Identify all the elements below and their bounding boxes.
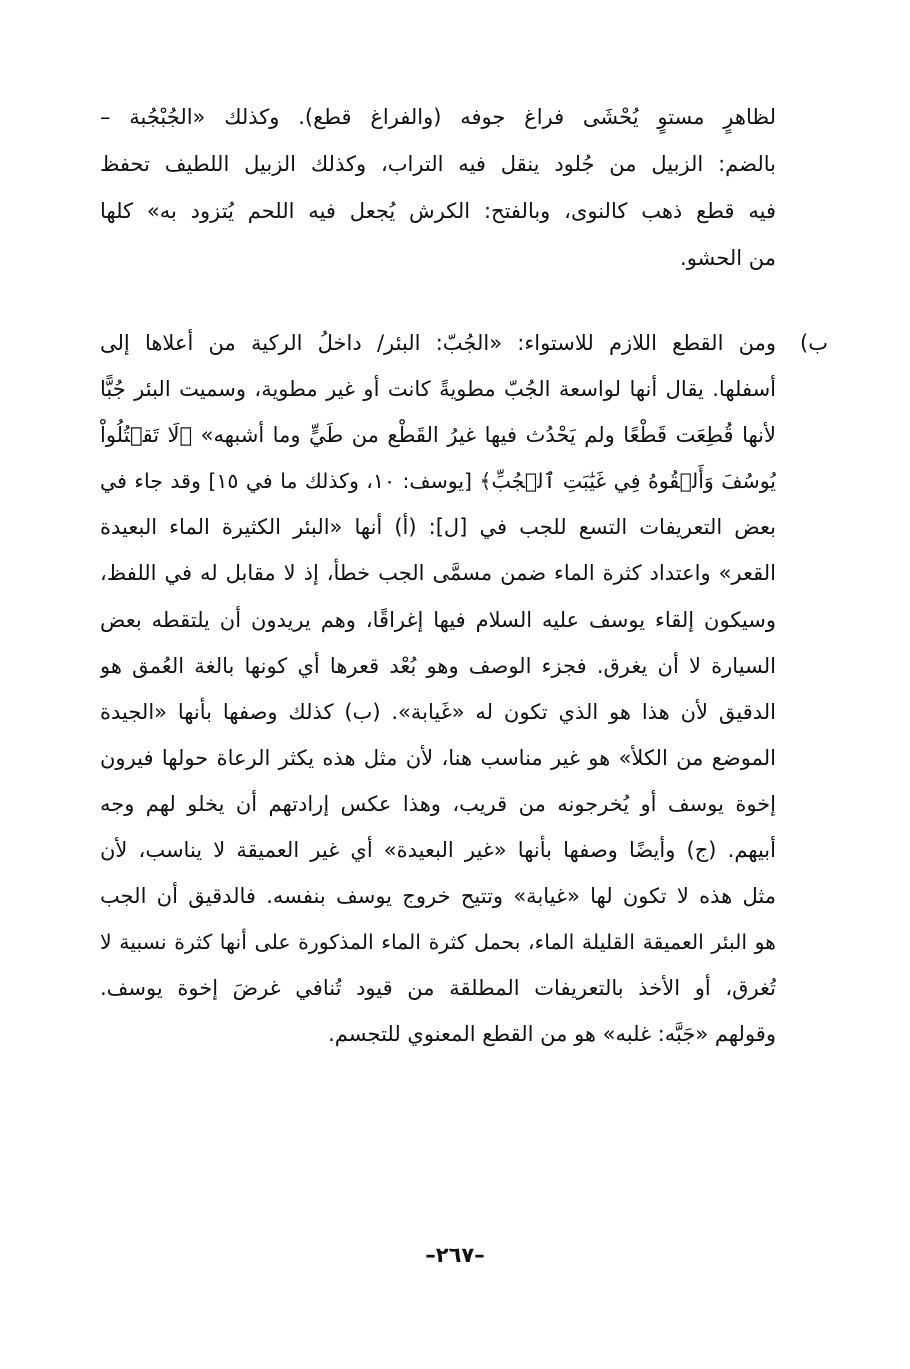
text-line: السيارة لا أن يغرق. فجزء الوصف وهو بُعْد قعرها أي كونها بالغة العُمق هو [100,653,776,678]
text-line: الموضع من الكلأ» هو غير مناسب هنا، لأن مثل هذه يكثر الرعاة حولها فيرون [100,745,776,770]
paragraph-1 [100,94,776,282]
text-line: لأنها قُطِعَت قَطْعًا ولم يَحْدُث فيها غيرُ القَطْع من طَيٍّ وما أشبهه» ﴿لَا تَقۡتُلُواْ [100,423,776,448]
text-line: الدقيق لأن هذا هو الذي تكون له «غَيابة». (ب) كذلك وصفها بأنها «الجيدة [100,699,776,724]
text-line: من الحشو. [680,246,776,270]
text-line: ومن القطع اللازم للاستواء: «الجُبّ: البئر/ داخلُ الركية من أعلاها إلى [100,331,776,355]
text-line: بعض التعريفات التسع للجب في [ل]: (أ) أنها «البئر الكثيرة الماء البعيدة [100,515,776,540]
text-line: هو البئر العميقة القليلة الماء، بحمل كثرة الماء المذكورة على أنها كثرة نسبية لا [100,930,776,955]
text-line: لظاهرٍ مستوٍ يُحْشَى فراغ جوفه (والفراغ قطع). وكذلك «الجُبْجُبة – [100,105,776,129]
page-number: –٢٦٧– [425,1243,485,1267]
text-line: القعر» واعتداد كثرة الماء ضمن مسمَّى الجب خطأ، إذ لا مقابل له في اللفظ، [100,561,776,586]
text-line: مثل هذه لا تكون لها «غيابة» وتتيح خروج يوسف بنفسه. فالدقيق أن الجب [100,884,776,909]
text-line: تُغرق، أو الأخذ بالتعريفات المطلقة من قيود تُنافي غرضَ إخوة يوسف. [100,976,776,1001]
text-line: أبيهم. (ج) وأيضًا وصفها بأنها «غير البعيدة» أي غير العميقة لا يناسب، لأن [100,838,776,863]
text-line: يُوسُفَ وَأَلۡقُوهُ فِي غَيَٰبَتِ ٱلۡجُبِّ﴾ [يوسف: ١٠، وكذلك ما في ١٥] وقد جاء في [100,469,776,494]
paragraph-2 [100,320,776,1058]
text-line: بالضم: الزبيل من جُلود ينقل فيه التراب، وكذلك الزبيل اللطيف تحفظ [100,152,776,176]
text-line: فيه قطع ذهب كالنوى، وبالفتح: الكرش يُجعل فيه اللحم يُتزود به» كلها [100,199,776,223]
text-line: إخوة يوسف أو يُخرجونه من قريب، وهذا عكس إرادتهم أن يخلو لهم وجه [100,791,776,816]
text-line: وقولهم «جَبَّه: غلبه» هو من القطع المعنوي للتجسم. [328,1022,776,1047]
text-line: أسفلها. يقال أنها لواسعة الجُبّ مطويةً كانت أو غير مطوية، وسميت البئر جُبًّا [100,377,776,402]
list-item-marker: ب) [800,331,828,355]
text-line: وسيكون إلقاء يوسف عليه السلام فيها إغراقًا، وهم يريدون أن يلتقطه بعض [100,607,776,632]
